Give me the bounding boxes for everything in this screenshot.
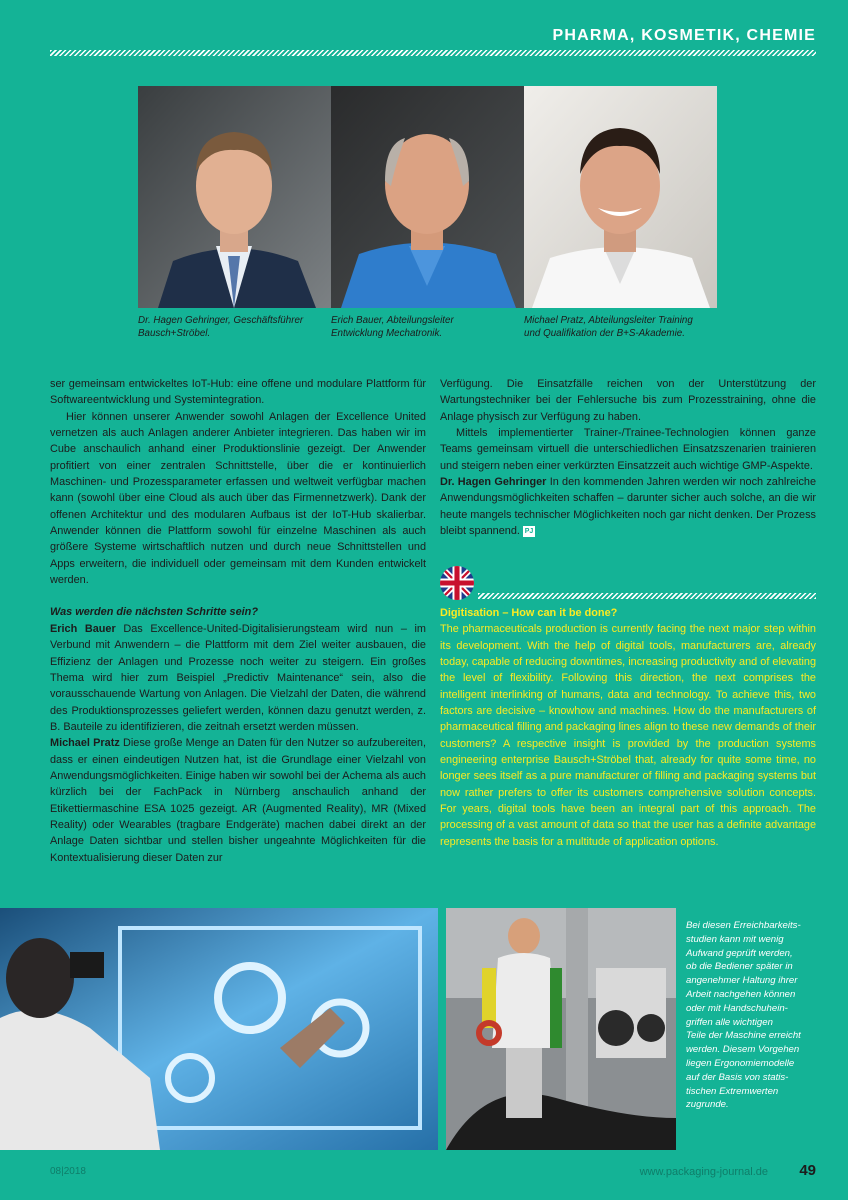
english-summary <box>440 605 816 850</box>
paragraph: Mittels implementierter Trainer-/Trainee-Technologien können ganze Teams gemeinsam virtuell die unterschiedlichen Einsatzszenarien trainieren und steigern neben einer verkürzten Einsatzzeit auch wichtige GMP-Aspekte. <box>440 427 816 472</box>
answer-text: Das Excellence-United-Digitalisierungsteam wird nun – im Verbund mit Anwendern – die Plattform mit dem Ziel weiter ausbauen, die Effizienz der Anlagen und Prozesse noch weiter zu steigern. Ein großes Thema wird hier zum Beispiel „Predictiv Maintenance“ sein, also die vorausschauende Wartung von Anlagen. Die Vielzahl der Daten, die während des Produktionsprozesses geliefert werden, können dazu genutzt werden, z. B. Bauteile zu identifizieren, die zeitnah ersetzt werden müssen. <box>50 622 426 733</box>
header-hatch-divider <box>50 50 816 56</box>
interview-question: Was werden die nächsten Schritte sein? <box>50 606 258 619</box>
portrait-bauer <box>331 86 524 308</box>
portrait-caption-gehringer: Dr. Hagen Gehringer, Geschäftsführer Bausch+Ströbel. <box>138 315 304 339</box>
portrait-caption-pratz: Michael Pratz, Abteilungsleiter Training und Qualifikation der B+S-Akademie. <box>524 315 693 339</box>
answer-text: In den kommenden Jahren werden wir noch zahlreiche Anwendungsmöglichkeiten schaffen – darunter sicher auch solche, an die wir heute mangels technischer Möglichkeiten noch gar nicht denken. Der Prozess bleibt spannend. <box>440 476 816 538</box>
interview-answer <box>50 621 426 735</box>
speaker-name: Erich Bauer <box>50 622 116 635</box>
paragraph: ser gemeinsam entwickeltes IoT-Hub: eine offene und modulare Plattform für Softwareentwicklung und Systemintegration. <box>50 378 426 407</box>
ergonomics-simulation-image <box>446 908 676 1150</box>
article-column-right <box>440 376 816 539</box>
portrait-gehringer <box>138 86 331 308</box>
speaker-name: Michael Pratz <box>50 737 120 750</box>
paragraph: Verfügung. Die Einsatzfälle reichen von der Unterstützung der Wartungstechniker bei der Fehlersuche bis zum Prozesstraining, ohne die Anlage physisch zur Verfügung zu haben. <box>440 378 816 423</box>
issue-number: 08|2018 <box>50 1166 86 1177</box>
website-link[interactable]: www.packaging-journal.de <box>639 1166 768 1178</box>
photo-caption: Bei diesen Erreichbarkeits- studien kann mit wenig Aufwand geprüft werden, ob die Bediener später in angenehmer Haltung ihrer Arbeit nachgehen können oder mit Handschuhein- griffen alle wichtigen Teile der Maschine erreicht werden. Diesem Vorgehen liegen Ergonomiemodelle auf der Basis von statis- tischen Extremwerten zugrunde. <box>686 920 801 1111</box>
speaker-name: Dr. Hagen Gehringer <box>440 476 547 489</box>
pj-end-mark-icon: PJ <box>524 527 534 535</box>
section-title: PHARMA, KOSMETIK, CHEMIE <box>552 27 816 44</box>
answer-text: Diese große Menge an Daten für den Nutzer so aufzubereiten, dass er einen eindeutigen Nutzen hat, ist die Grundlage einer Vielzahl von Anwendungsmöglichkeiten. Einige haben wir sowohl bei der Achema als auch kürzlich bei der FachPack in Nürnberg anschaulich anhand der Etikettiermaschine ESA 1025 gezeigt. AR (Augmented Reality), MR (Mixed Reality) oder Wearables (tragbare Endgeräte) machen dabei direkt an der Anlage Daten sichtbar und stellen bisher ungeahnte Möglichkeiten für die Kontextualisierung dieser Daten zur <box>50 737 426 864</box>
interview-answer <box>440 474 816 539</box>
english-title: Digitisation – How can it be done? <box>440 607 618 619</box>
english-hatch-divider <box>478 593 816 599</box>
uk-flag-icon <box>440 566 474 600</box>
english-body: The pharmaceuticals production is currently facing the next major step within its development. With the help of digital tools, manufacturers are, already today, capable of reducing downtimes, increasing productivity and of elevating the level of flexibility. Following this direction, the next comprises the intelligent interlinking of humans, data and technology. To achieve this, two factors are decisive – knowhow and machines. How do the manufacturers of pharmaceutical filling and packaging lines align to these new demands of their customers? A respective insight is provided by the production systems engineering enterprise Bausch+Ströbel that, already for quite some time, no longer sees itself as a pure manufacturer of filling and packaging systems but now rather prefers to offer its customers comprehensive solution concepts. For years, digital tools have been an integral part of this approach. The processing of a vast amount of data so that the user has a definite advantage represents the basis for a multitude of application options. <box>440 623 816 848</box>
portrait-pratz <box>524 86 717 308</box>
paragraph: Hier können unserer Anwender sowohl Anlagen der Excellence United vernetzen als auch Anlagen anderer Anbieter integrieren. Das haben wir im Cube anschaulich anhand einer Produktionslinie gezeigt. Der Anwender profitiert von einer zentralen Schnittstelle, über die er kontinuierlich Maschinen- und Prozessparameter erfassen und weltweit verfügbar machen kann (sowohl über eine Cloud als auch über das Firmennetzwerk). Dank der offenen Architektur und des modularen Aufbaus ist der IoT-Hub skalierbar. Anwender können die Plattform sowohl für einzelne Maschinen als auch größere Systeme wirtschaftlich nutzen und durch neue Schnittstellen und Apps erweitern, die individuell oder gemeinsam mit dem Kunden entwickelt werden. <box>50 410 426 587</box>
page-number: 49 <box>799 1162 816 1179</box>
ar-training-photo <box>0 908 438 1150</box>
interview-answer <box>50 735 426 866</box>
article-column-left <box>50 376 426 866</box>
portrait-caption-bauer: Erich Bauer, Abteilungsleiter Entwicklung Mechatronik. <box>331 315 454 339</box>
